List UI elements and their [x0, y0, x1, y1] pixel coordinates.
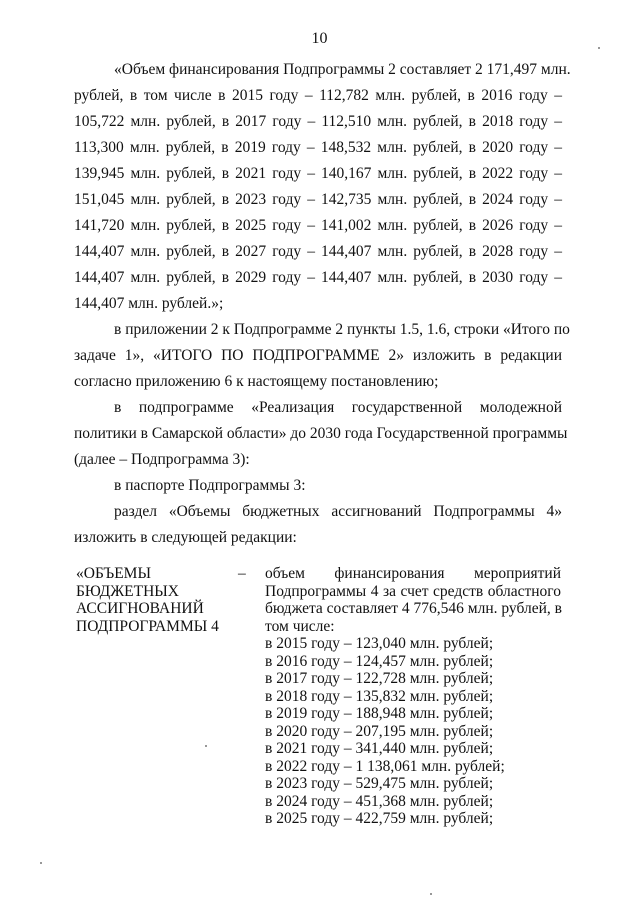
year-funding-line: в 2023 году – 529,475 млн. рублей;: [265, 775, 494, 792]
p3-line-3: (далее – Подпрограмма 3):: [74, 451, 250, 468]
p1-line-4: 113,300 млн. рублей, в 2019 году – 148,532 млн. рублей, в 2020 году –: [74, 139, 562, 156]
p3-line-2: политики в Самарской области» до 2030 года Государственной программы: [74, 425, 568, 442]
table-left-line: «ОБЪЕМЫ: [76, 565, 151, 582]
table-left-column: [76, 565, 219, 635]
year-funding-line: в 2021 году – 341,440 млн. рублей;: [265, 740, 494, 757]
p1-line-5: 139,945 млн. рублей, в 2021 году – 140,167 млн. рублей, в 2022 году –: [74, 165, 562, 182]
year-funding-line: в 2016 году – 124,457 млн. рублей;: [265, 652, 494, 670]
table-left-line: БЮДЖЕТНЫХ: [76, 582, 179, 600]
p1-line-6: 151,045 млн. рублей, в 2023 году – 142,735 млн. рублей, в 2024 году –: [74, 191, 562, 208]
year-funding-line: в 2025 году – 422,759 млн. рублей;: [265, 810, 494, 827]
scan-speck: [430, 893, 432, 895]
table-left-line: АССИГНОВАНИЙ: [76, 600, 204, 617]
scan-speck: [598, 47, 600, 49]
p1-line-3: 105,722 млн. рублей, в 2017 году – 112,510 млн. рублей, в 2018 году –: [74, 113, 562, 130]
scan-speck: [40, 862, 42, 864]
p5-line-1: раздел «Объемы бюджетных ассигнований Подпрограммы 4»: [114, 503, 562, 520]
p2-line-2: задаче 1», «ИТОГО ПО ПОДПРОГРАММЕ 2» изложить в редакции: [74, 347, 562, 364]
year-funding-line: в 2015 году – 123,040 млн. рублей;: [265, 635, 494, 652]
p1-line-8: 144,407 млн. рублей, в 2027 году – 144,407 млн. рублей, в 2028 году –: [74, 243, 562, 260]
table-right-intro-line: Подпрограммы 4 за счет средств областного: [265, 582, 561, 600]
p1-line-9: 144,407 млн. рублей, в 2029 году – 144,407 млн. рублей, в 2030 году –: [74, 269, 562, 286]
table-left-line: ПОДПРОГРАММЫ 4: [76, 617, 219, 635]
year-funding-line: в 2018 году – 135,832 млн. рублей;: [265, 687, 494, 705]
page-number: 10: [311, 30, 328, 47]
p3-line-1: в подпрограмме «Реализация государственной молодежной: [114, 399, 562, 416]
p2-line-1: в приложении 2 к Подпрограмме 2 пункты 1.5, 1.6, строки «Итого по: [114, 321, 570, 338]
p4-line-1: в паспорте Подпрограммы 3:: [114, 477, 306, 494]
table-right-intro-line: объем финансирования мероприятий: [265, 565, 561, 582]
year-funding-line: в 2020 году – 207,195 млн. рублей;: [265, 722, 494, 740]
p1-line-2: рублей, в том числе в 2015 году – 112,782 млн. рублей, в 2016 году –: [74, 87, 562, 104]
p2-line-3: согласно приложению 6 к настоящему постановлению;: [74, 373, 439, 390]
year-funding-line: в 2022 году – 1 138,061 млн. рублей;: [265, 757, 505, 775]
table-right-column: [265, 565, 561, 828]
p1-line-1: «Объем финансирования Подпрограммы 2 составляет 2 171,497 млн.: [114, 61, 571, 78]
year-funding-line: в 2019 году – 188,948 млн. рублей;: [265, 705, 494, 722]
year-funding-line: в 2017 году – 122,728 млн. рублей;: [265, 670, 494, 687]
p1-line-10: 144,407 млн. рублей.»;: [74, 295, 224, 312]
table-dash: –: [238, 565, 246, 582]
scan-speck: [205, 745, 207, 747]
p5-line-2: изложить в следующей редакции:: [74, 529, 297, 546]
p1-line-7: 141,720 млн. рублей, в 2025 году – 141,002 млн. рублей, в 2026 году –: [74, 217, 562, 234]
table-right-intro-line: бюджета составляет 4 776,546 млн. рублей, в: [265, 600, 562, 617]
year-funding-line: в 2024 году – 451,368 млн. рублей;: [265, 792, 494, 810]
table-right-intro-line: том числе:: [265, 617, 335, 635]
